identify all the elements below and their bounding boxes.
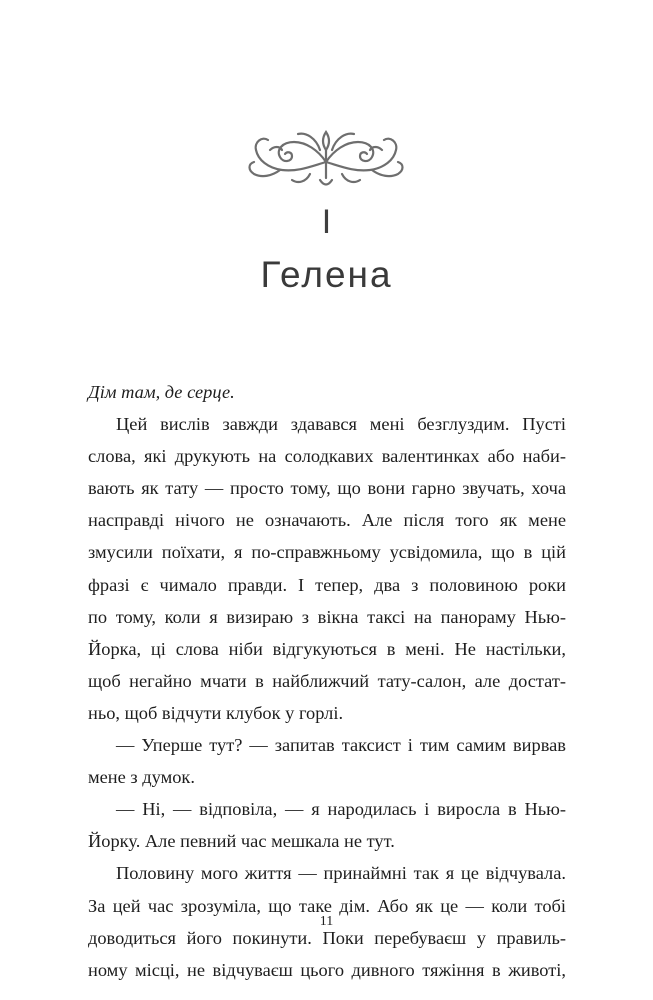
chapter-title: Гелена — [260, 254, 393, 295]
text-line: вають як тату — просто тому, що вони гарно звучать, хоча — [88, 478, 566, 499]
text-line: по тому, коли я визираю з вікна таксі на панораму Нью- — [88, 606, 566, 627]
text-line: мене з думок. — [88, 767, 195, 788]
text-line: доводиться його покинути. Поки перебуваєш у правиль- — [88, 927, 566, 948]
epigraph: Дім там, де серце. — [88, 382, 235, 402]
paragraph — [88, 729, 566, 793]
text-line: ному місці, не відчуваєш цього дивного тяжіння в животі, — [88, 959, 566, 980]
paragraph — [88, 793, 566, 857]
text-line: фразі є чимало правди. І тепер, два з половиною роки — [88, 574, 566, 595]
text-line: слова, які друкують на солодкавих валентинках або наби- — [88, 446, 566, 467]
text-line: Половину мого життя — принаймні так я це відчувала. — [116, 863, 566, 884]
chapter-number: I — [321, 203, 332, 241]
text-line: За цей час зрозуміла, що таке дім. Або як це — коли тобі — [88, 895, 566, 916]
paragraphs — [88, 408, 566, 986]
text-line: Йорку. Але певний час мешкала не тут. — [88, 831, 395, 852]
body-text — [88, 376, 566, 986]
text-line: — Ні, — відповіла, — я народилась і виросла в Нью- — [116, 799, 566, 820]
text-line: Йорка, ці слова ніби відгукуються в мені. Не настільки, — [88, 638, 566, 659]
text-line: — Уперше тут? — запитав таксист і тим самим вирвав — [116, 735, 566, 756]
ornament-flourish-icon — [240, 120, 412, 192]
text-line: щоб негайно мчати в найближчий тату-салон, але достат- — [88, 670, 566, 691]
page-number: 11 — [319, 914, 334, 929]
text-line: змусили поїхати, я по-справжньому усвідомила, що в цій — [88, 542, 566, 563]
text-line: насправді нічого не означають. Але після того як мене — [88, 510, 566, 531]
text-line: Цей вислів завжди здавався мені безглуздим. Пусті — [116, 414, 566, 435]
text-line: ньо, щоб відчути клубок у горлі. — [88, 702, 344, 723]
paragraph — [88, 408, 566, 729]
